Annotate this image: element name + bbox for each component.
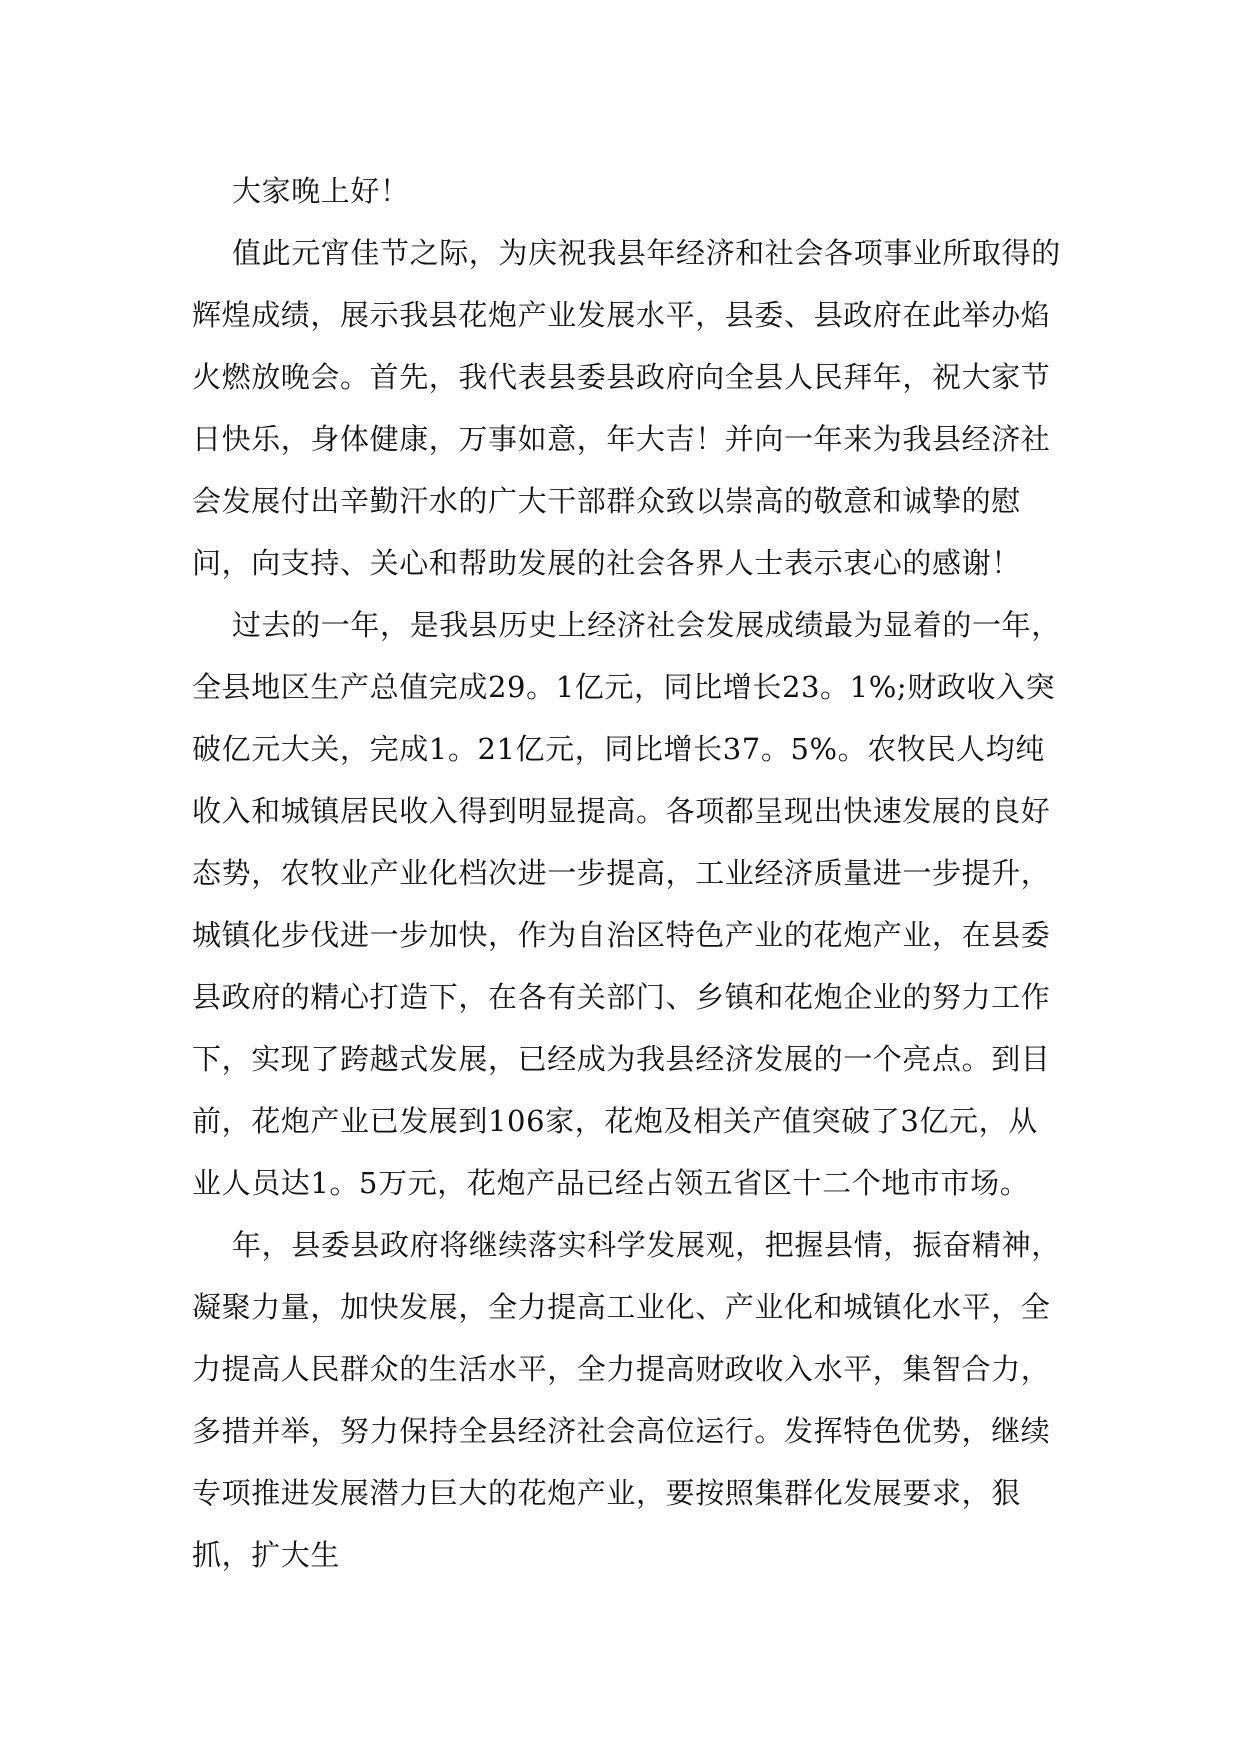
opening-paragraph: 值此元宵佳节之际，为庆祝我县年经济和社会各项事业所取得的辉煌成绩，展示我县花炮产业发展水平，县委、县政府在此举办焰火燃放晚会。首先，我代表县委县政府向全县人民拜年，祝大家节日快乐，身体健康，万事如意，年大吉！并向一年来为我县经济社会发展付出辛勤汗水的广大干部群众致以崇高的敬意和诚挚的慰问，向支持、关心和帮助发展的社会各界人士表示衷心的感谢！ — [192, 236, 1061, 580]
review-paragraph: 过去的一年，是我县历史上经济社会发展成绩最为显着的一年，全县地区生产总值完成29。1亿元，同比增长23。1%;财政收入突破亿元大关，完成1。21亿元，同比增长37。5%。农牧民人均纯收入和城镇居民收入得到明显提高。各项都呈现出快速发展的良好态势，农牧业产业化档次进一步提高，工业经济质量进一步提升，城镇化步伐进一步加快，作为自治区特色产业的花炮产业，在县委县政府的精心打造下，在各有关部门、乡镇和花炮企业的努力工作下，实现了跨越式发展，已经成为我县经济发展的一个亮点。到目前，花炮产业已发展到106家，花炮及相关产值突破了3亿元，从业人员达1。5万元，花炮产品已经占领五省区十二个地市市场。 — [192, 608, 1061, 1200]
outlook-paragraph: 年，县委县政府将继续落实科学发展观，把握县情，振奋精神，凝聚力量，加快发展，全力提高工业化、产业化和城镇化水平，全力提高人民群众的生活水平，全力提高财政收入水平，集智合力，多措并举，努力保持全县经济社会高位运行。发挥特色优势，继续专项推进发展潜力巨大的花炮产业，要按照集群化发展要求，狠抓，扩大生 — [192, 1228, 1061, 1572]
greeting-paragraph: 大家晚上好！ — [232, 174, 410, 208]
document-body — [192, 160, 1062, 1586]
